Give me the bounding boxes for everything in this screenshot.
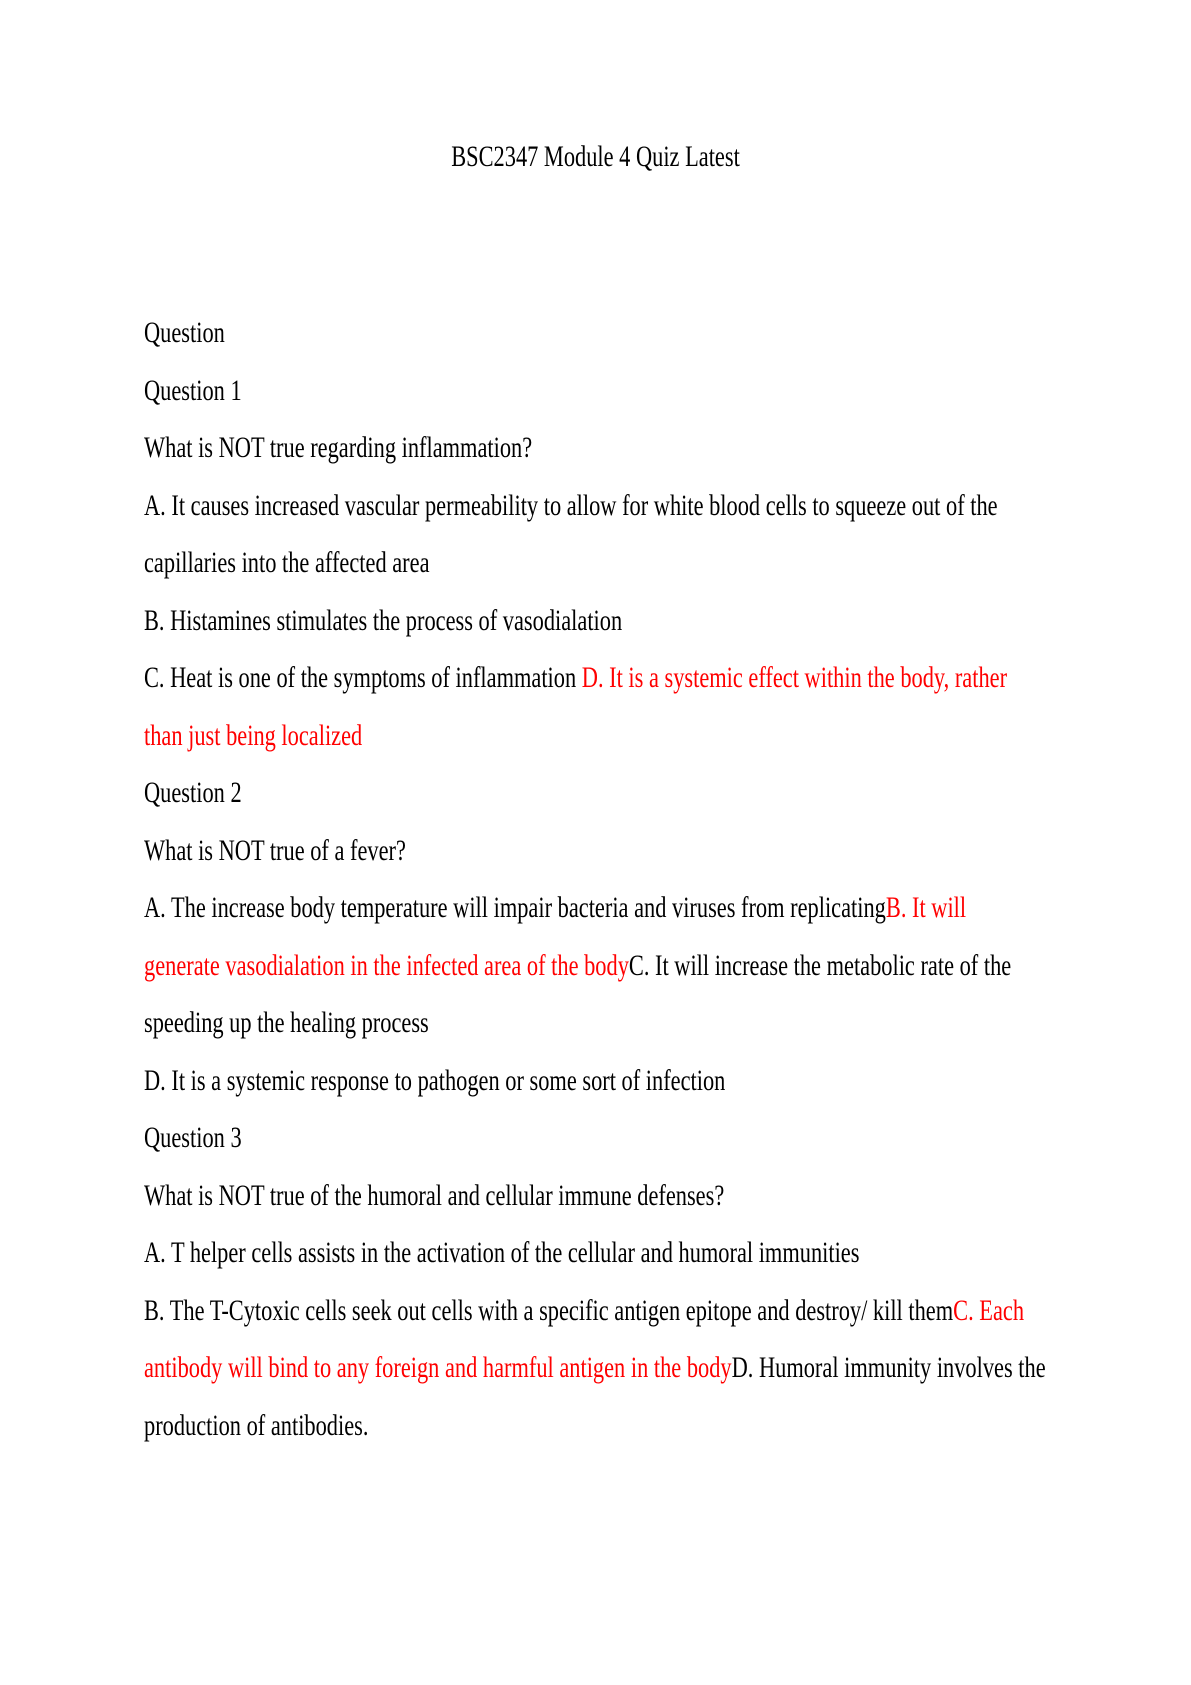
text-run: B. The T-Cytoxic cells seek out cells with a specific antigen epitope and destroy/ kill them bbox=[144, 1293, 954, 1327]
text-run: D. It is a systemic response to pathogen or some sort of infection bbox=[144, 1063, 726, 1097]
text-run: A. It causes increased vascular permeability to allow for white blood cells to squeeze out of the capillaries into the affected area bbox=[144, 488, 998, 579]
paragraph bbox=[144, 419, 1047, 477]
paragraph bbox=[144, 879, 1047, 1052]
paragraph bbox=[144, 1224, 1047, 1282]
document-body bbox=[144, 304, 1047, 1454]
text-run: C. It will increase the metabolic rate of the speeding up the healing process bbox=[144, 948, 1012, 1039]
text-run: What is NOT true regarding inflammation? bbox=[144, 431, 533, 464]
paragraph bbox=[144, 592, 1047, 650]
paragraph bbox=[144, 362, 1047, 420]
text-run: B. Histamines stimulates the process of vasodialation bbox=[144, 603, 623, 637]
text-run: D. Humoral immunity involves the production of antibodies. bbox=[144, 1351, 1046, 1442]
text-run: Question 2 bbox=[144, 776, 242, 809]
paragraph bbox=[144, 649, 1047, 764]
document-title: BSC2347 Module 4 Quiz Latest bbox=[451, 140, 740, 173]
text-run: Question 3 bbox=[144, 1121, 242, 1154]
paragraph bbox=[144, 1109, 1047, 1167]
paragraph bbox=[144, 1167, 1047, 1225]
text-run: What is NOT true of a fever? bbox=[144, 833, 406, 867]
paragraph bbox=[144, 1052, 1047, 1110]
text-run-highlight: D. It is a systemic effect within the body, rather than just being localized bbox=[144, 661, 1008, 752]
paragraph bbox=[144, 477, 1047, 592]
text-run: Question bbox=[144, 316, 225, 349]
paragraph bbox=[144, 764, 1047, 822]
paragraph bbox=[144, 304, 1047, 362]
paragraph bbox=[144, 1282, 1047, 1455]
text-run: A. T helper cells assists in the activation of the cellular and humoral immunities bbox=[144, 1236, 860, 1269]
text-run: C. Heat is one of the symptoms of inflammation bbox=[144, 661, 582, 694]
text-run-highlight: B. It will generate vasodialation in the infected area of the body bbox=[144, 891, 967, 982]
text-run: Question 1 bbox=[144, 373, 242, 407]
paragraph bbox=[144, 822, 1047, 880]
text-run-highlight: C. Each antibody will bind to any foreign and harmful antigen in the body bbox=[144, 1293, 1025, 1384]
text-run: A. The increase body temperature will impair bacteria and viruses from replicating bbox=[144, 891, 886, 924]
text-run: What is NOT true of the humoral and cellular immune defenses? bbox=[144, 1178, 725, 1212]
